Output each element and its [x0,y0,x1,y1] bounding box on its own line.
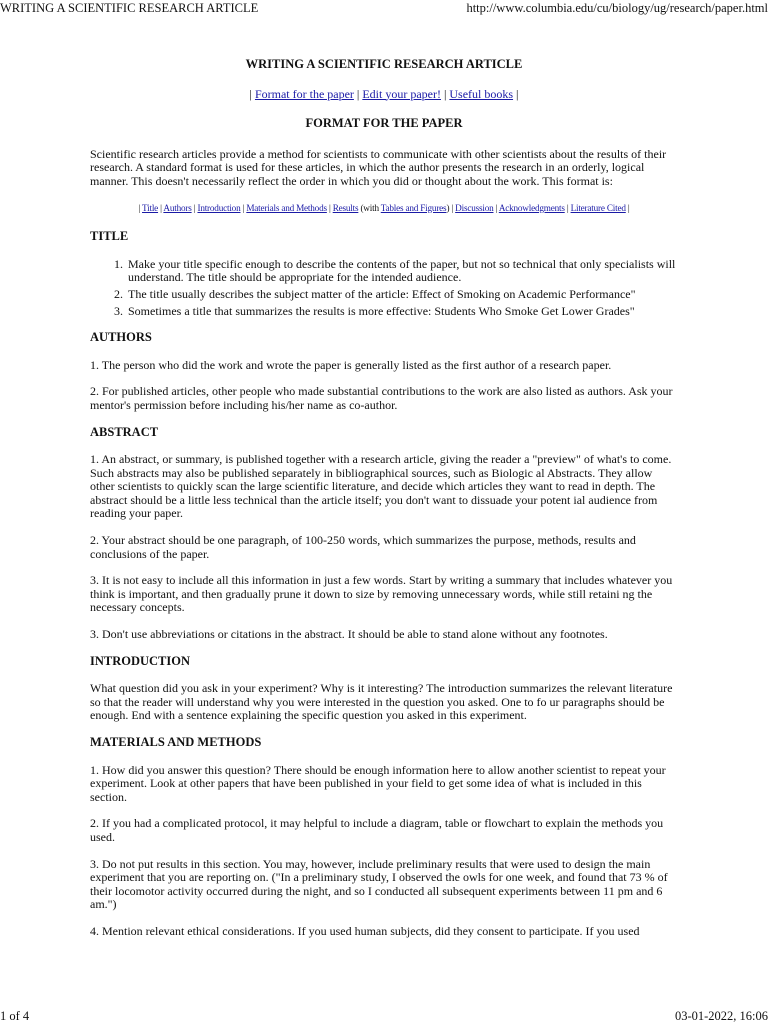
section-heading-title: TITLE [90,229,129,244]
methods-paragraph: 4. Mention relevant ethical considerations. If you used human subjects, did they consent to participate. If you used [90,923,640,938]
section-heading-introduction: INTRODUCTION [90,653,191,668]
introduction-paragraph: What question did you ask in your experiment? Why is it interesting? The introduction summarizes the relevant literature so that the reader will understand why you were interested in the question you asked. One to fo ur paragraphs should be enough. End with a sentence explaining the specific question you asked in this experiment. [90,681,673,723]
section-heading-authors: AUTHORS [90,330,152,345]
link-results[interactable]: Results [332,202,359,213]
link-format-for-the-paper[interactable]: Format for the paper [254,86,354,101]
nav-results-with: (with [358,202,381,213]
nav-separator: | [564,202,571,213]
nav-separator: | [513,86,519,101]
methods-paragraph: 1. How did you answer this question? There should be enough information here to allow another scientist to repeat your experiment. Look at other papers that have been published in your field to get some idea of what is included in this section. [90,762,666,804]
authors-paragraph: 1. The person who did the work and wrote the paper is generally listed as the first author of a research paper. [90,357,612,372]
nav-separator: | [625,202,630,213]
section-heading-materials-and-methods: MATERIALS AND METHODS [90,735,262,749]
print-datetime: 03-01-2022, 16:06 [674,1009,768,1023]
section-heading-abstract: ABSTRACT [90,424,159,439]
nav-separator: | [249,86,255,101]
nav-separator: | [191,202,198,213]
page-number: 1 of 4 [0,1009,30,1023]
nav-paren-close: ) [446,202,450,213]
link-acknowledgments[interactable]: Acknowledgments [498,202,565,213]
link-literature-cited[interactable]: Literature Cited [570,202,626,213]
link-introduction[interactable]: Introduction [197,202,241,213]
nav-separator: | [158,202,164,213]
link-authors[interactable]: Authors [163,202,192,213]
link-tables-and-figures[interactable]: Tables and Figures [380,202,447,213]
nav-separator: | [240,202,247,213]
section-nav [90,202,678,216]
link-title[interactable]: Title [142,202,159,213]
link-useful-books[interactable]: Useful books [449,86,514,101]
nav-separator: | [440,86,450,101]
page-title: WRITING A SCIENTIFIC RESEARCH ARTICLE [245,57,523,71]
nav-separator: | [326,202,333,213]
authors-paragraph: 2. For published articles, other people who made substantial contributions to the work are also listed as authors. Ask your mentor's permission before including his/her name as co-author. [90,384,673,412]
list-item: 3. Sometimes a title that summarizes the results is more effective: Students Who Smoke Get Lower Grades" [126,305,678,319]
print-footer [0,1008,768,1024]
format-subtitle: FORMAT FOR THE PAPER [305,116,463,131]
abstract-paragraph: 1. An abstract, or summary, is published together with a research article, giving the reader a "preview" of what's to come. Such abstracts may also be published separately in bibliographical sources, such as Biologic al Abstracts. They allow other scientists to quickly scan the large scientific literature, and decide which articles they want to read in depth. The abstract should be a little less technical than the article itself; you don't want to dissuade your potent ial audience from reading your paper. [90,452,672,521]
link-materials-and-methods[interactable]: Materials and Methods [246,202,327,213]
abstract-paragraph: 2. Your abstract should be one paragraph, of 100-250 words, which summarizes the purpose, methods, results and conclusions of the paper. [90,533,636,561]
document-body [90,58,678,952]
title-list [90,258,678,318]
nav-separator: | [138,202,143,213]
list-item: 1. Make your title specific enough to describe the contents of the paper, but not so technical that only specialists will understand. The title should be appropriate for the intended audience. [126,258,678,285]
print-header-url: http://www.columbia.edu/cu/biology/ug/research/paper.html [466,1,768,15]
link-edit-your-paper[interactable]: Edit your paper! [362,86,441,101]
print-header-title: WRITING A SCIENTIFIC RESEARCH ARTICLE [0,1,259,15]
nav-separator: | [493,202,499,213]
abstract-paragraph: 3. Don't use abbreviations or citations in the abstract. It should be able to stand alone without any footnotes. [90,627,608,642]
list-item: 2. The title usually describes the subject matter of the article: Effect of Smoking on Academic Performance" [126,288,678,302]
methods-paragraph: 3. Do not put results in this section. You may, however, include preliminary results that were used to design the main experiment that you are reporting on. ("In a preliminary study, I observed the owls for one week, and found that 73 % of their locomotor activity occurred during the night, and so I conducted all subsequent experiments between 11 pm and 6 am.") [90,856,668,912]
print-header [0,0,768,18]
nav-separator: | [449,202,456,213]
methods-paragraph: 2. If you had a complicated protocol, it may helpful to include a diagram, table or flowchart to explain the methods you used. [90,816,664,844]
abstract-paragraph: 3. It is not easy to include all this information in just a few words. Start by writing a summary that includes whatever you think is important, and then gradually prune it down to size by removing unnecessary words, while still retaini ng the necessary concepts. [90,573,673,615]
nav-separator: | [353,86,363,101]
link-discussion[interactable]: Discussion [455,202,494,213]
intro-paragraph: Scientific research articles provide a method for scientists to communicate with other scientists about the results of their research. A standard format is used for these articles, in which the author presents the research in an orderly, logical manner. This doesn't necessarily reflect the order in which you did or thought about the work. This format is: [90,146,667,188]
top-nav [90,88,678,102]
